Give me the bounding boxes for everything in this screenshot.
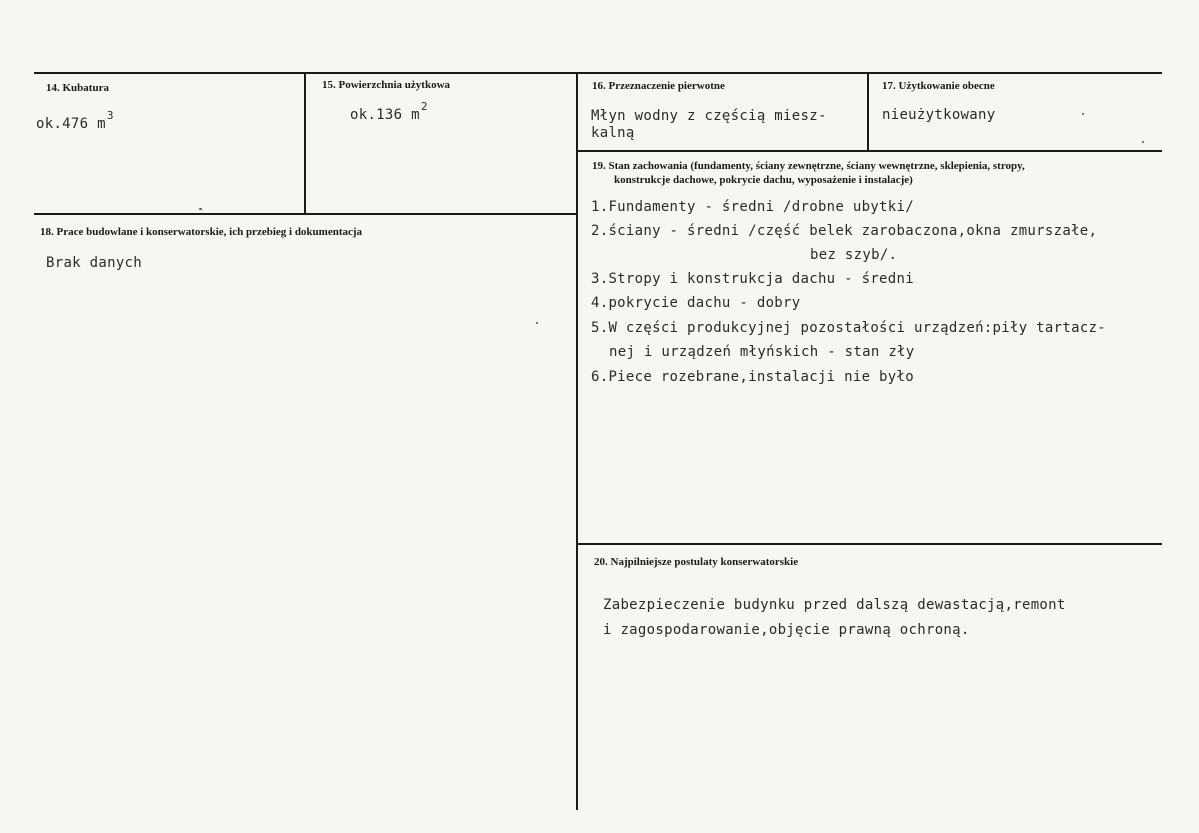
field-14-text: ok.476 m: [36, 116, 106, 132]
field-19-line-4: 3.Stropy i konstrukcja dachu - średni: [591, 271, 914, 287]
field-19-line-1: 1.Fundamenty - średni /drobne ubytki/: [591, 199, 914, 215]
field-15-label: 15. Powierzchnia użytkowa: [322, 79, 451, 91]
divider-14-15: [304, 73, 306, 214]
field-16-line-2: kalną: [591, 125, 635, 141]
paper-speck: [1082, 113, 1084, 115]
field-17-value: nieużytkowany: [882, 107, 996, 123]
field-14-label: 14. Kubatura: [46, 82, 109, 94]
field-20-label: 20. Najpilniejsze postulaty konserwatorskie: [594, 556, 799, 568]
field-14-unit-sup: 3: [106, 109, 114, 122]
divider-main: [576, 73, 578, 810]
rule-under-16-17: [577, 150, 1162, 152]
paper-speck: [1142, 141, 1144, 143]
field-20-line-2: i zagospodarowanie,objęcie prawną ochroną.: [603, 622, 970, 638]
top-rule: [34, 72, 1162, 74]
field-19-line-6: 5.W części produkcyjnej pozostałości urządzeń:piły tartacz-: [591, 320, 1106, 336]
field-19-label-line-2: konstrukcje dachowe, pokrycie dachu, wyposażenie i instalacje): [614, 174, 913, 186]
field-19-line-3: bez szyb/.: [810, 247, 898, 263]
field-15-unit-sup: 2: [420, 100, 428, 113]
field-15-value: [350, 100, 428, 123]
field-19-line-5: 4.pokrycie dachu - dobry: [591, 295, 801, 311]
paper-speck: [199, 208, 202, 210]
rule-under-14-15: [34, 213, 578, 215]
field-14-value: [36, 109, 114, 132]
field-19-line-7: nej i urządzeń młyńskich - stan zły: [609, 344, 915, 360]
field-15-text: ok.136 m: [350, 107, 420, 123]
rule-above-20: [577, 543, 1162, 545]
field-19-line-8: 6.Piece rozebrane,instalacji nie było: [591, 369, 914, 385]
paper-speck: [536, 322, 538, 324]
field-19-label-line-1: 19. Stan zachowania (fundamenty, ściany zewnętrzne, ściany wewnętrzne, sklepienia, stropy,: [592, 160, 1025, 172]
field-20-line-1: Zabezpieczenie budynku przed dalszą dewastacją,remont: [603, 597, 1066, 613]
field-19-line-2: 2.ściany - średni /część belek zarobaczona,okna zmurszałe,: [591, 223, 1098, 239]
field-18-label: 18. Prace budowlane i konserwatorskie, ich przebieg i dokumentacja: [40, 226, 363, 238]
field-16-line-1: Młyn wodny z częścią miesz-: [591, 108, 827, 124]
field-16-label: 16. Przeznaczenie pierwotne: [592, 80, 725, 92]
field-17-label: 17. Użytkowanie obecne: [882, 80, 995, 92]
field-18-value: Brak danych: [46, 255, 143, 271]
divider-16-17: [867, 73, 869, 151]
